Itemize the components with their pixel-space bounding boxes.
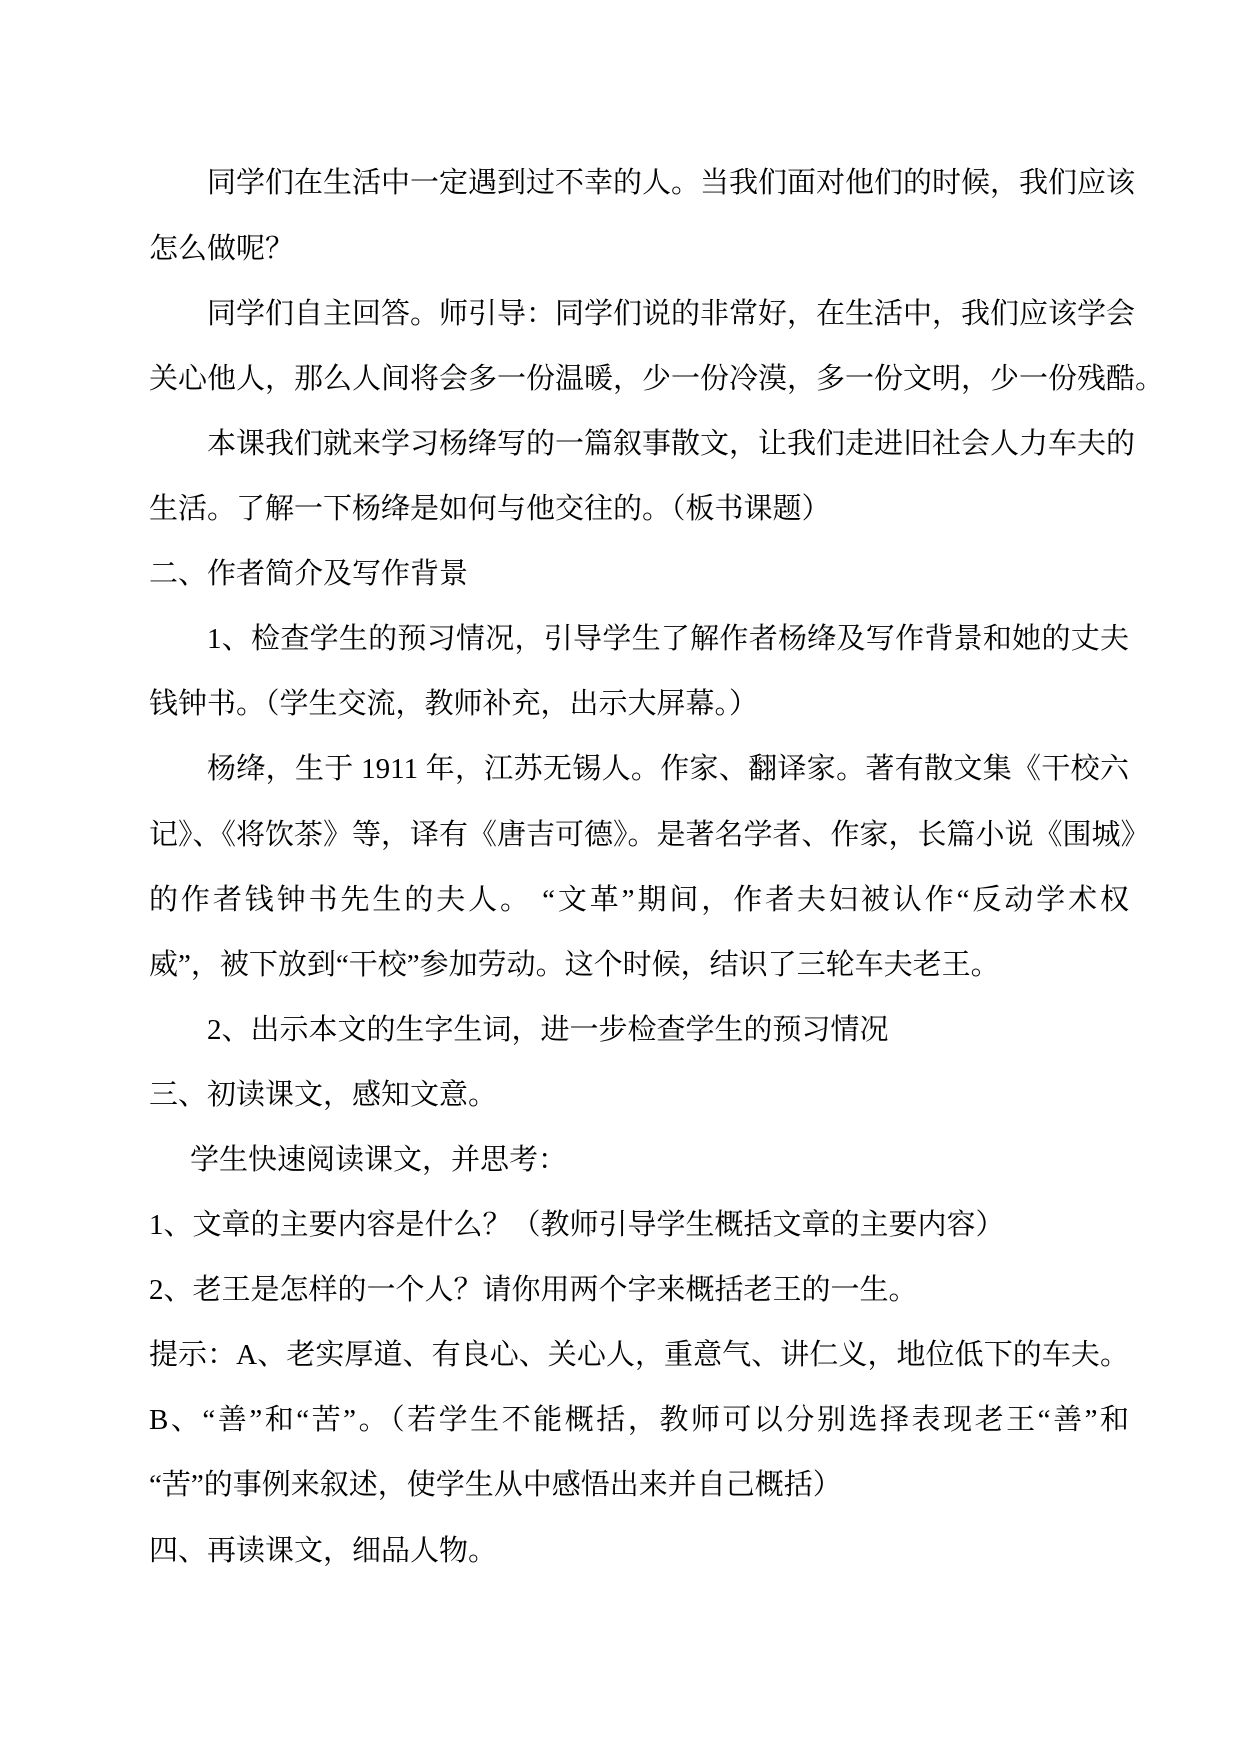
text-line: 生活。了解一下杨绛是如何与他交往的。（板书课题） (149, 493, 831, 525)
text-line: 本课我们就来学习杨绛写的一篇叙事散文，让我们走进旧社会人力车夫的 (207, 428, 1136, 460)
text-line: 钱钟书。（学生交流，教师补充，出示大屏幕。） (149, 688, 759, 720)
text-line: 1、检查学生的预习情况，引导学生了解作者杨绛及写作背景和她的丈夫 (207, 623, 1129, 655)
text-line: 提示：A、老实厚道、有良心、关心人，重意气、讲仁义，地位低下的车夫。 (149, 1339, 1129, 1371)
text-line: 关心他人，那么人间将会多一份温暖，少一份冷漠，多一份文明，少一份残酷。 (149, 363, 1165, 395)
text-line: 杨绛，生于 1911 年，江苏无锡人。作家、翻译家。著有散文集《干校六 (207, 753, 1129, 785)
section-heading: 四、再读课文，细品人物。 (149, 1535, 498, 1567)
list-item: 2、老王是怎样的一个人？请你用两个字来概括老王的一生。 (149, 1274, 918, 1306)
text-line: 的作者钱钟书先生的夫人。 “文革”期间，作者夫妇被认作“反动学术权 (149, 884, 1129, 916)
text-line: B、“善”和“苦”。（若学生不能概括，教师可以分别选择表现老王“善”和 (149, 1404, 1129, 1436)
text-line: 同学们在生活中一定遇到过不幸的人。当我们面对他们的时候，我们应该 (207, 167, 1136, 199)
text-line: 学生快速阅读课文，并思考： (190, 1144, 568, 1176)
list-item: 1、文章的主要内容是什么？（教师引导学生概括文章的主要内容） (149, 1209, 1005, 1241)
text-line: “苦”的事例来叙述，使学生从中感悟出来并自己概括） (149, 1469, 842, 1501)
text-line: 怎么做呢？ (149, 233, 295, 265)
text-line: 记》、《将饮茶》等，译有《唐吉可德》。是著名学者、作家，长篇小说《围城》 (149, 819, 1150, 851)
text-line: 2、出示本文的生字生词，进一步检查学生的预习情况 (207, 1014, 889, 1046)
section-heading: 三、初读课文，感知文意。 (149, 1079, 498, 1111)
text-line: 同学们自主回答。师引导：同学们说的非常好，在生活中，我们应该学会 (207, 298, 1136, 330)
text-line: 威”，被下放到“干校”参加劳动。这个时候，结识了三轮车夫老王。 (149, 949, 1000, 981)
section-heading: 二、作者简介及写作背景 (149, 558, 469, 590)
